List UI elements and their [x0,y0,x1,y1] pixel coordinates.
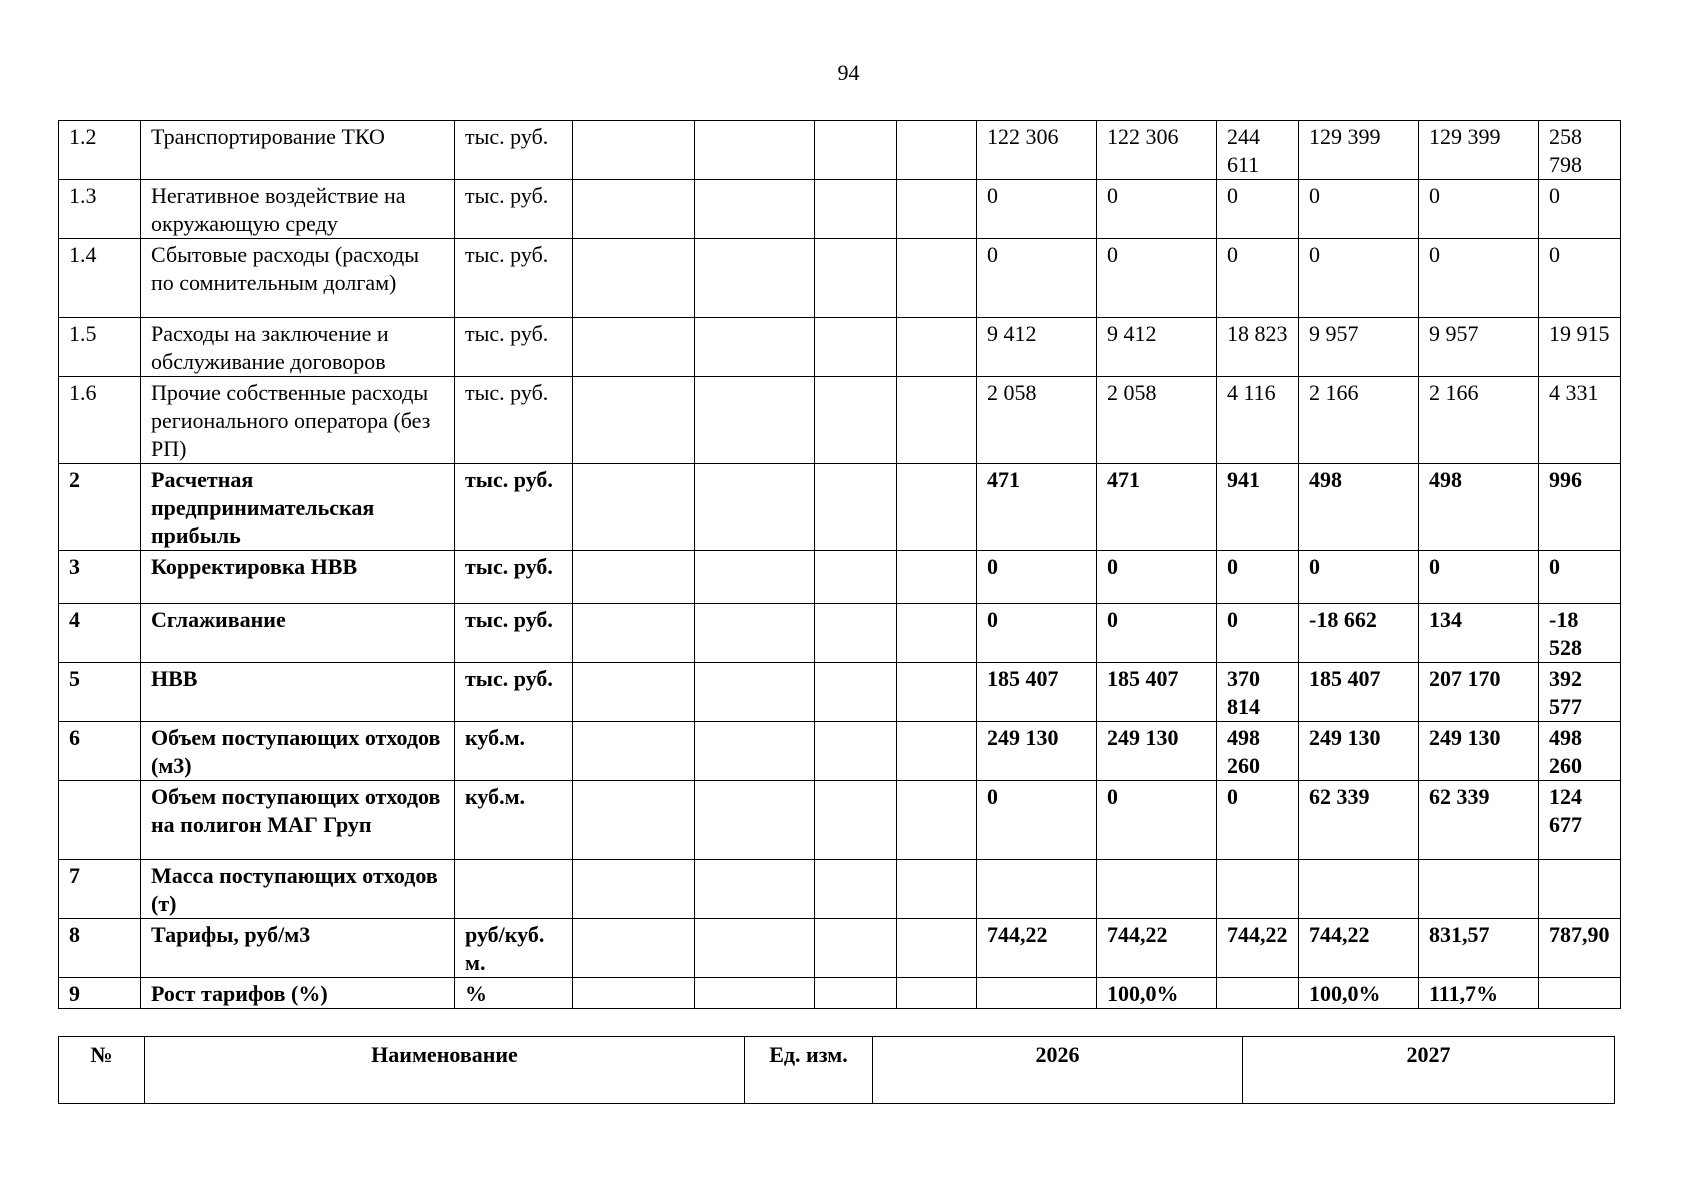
table-row [59,781,1621,860]
table-row [59,239,1621,318]
value-cell: 370 814 [1217,663,1299,722]
value-cell: 249 130 [1097,722,1217,781]
value-cell: 249 130 [1419,722,1539,781]
value-cell: 244 611 [1217,121,1299,180]
value-cell: 0 [1217,239,1299,318]
header-year-2026: 2026 [873,1037,1243,1104]
value-cell [573,551,695,604]
row-unit: куб.м. [455,781,573,860]
header-row [59,1037,1615,1104]
value-cell [897,860,977,919]
table-row [59,860,1621,919]
row-number [59,781,141,860]
table-row [59,121,1621,180]
value-cell [695,464,815,551]
row-unit: тыс. руб. [455,180,573,239]
row-number: 8 [59,919,141,978]
value-cell: 2 166 [1299,377,1419,464]
value-cell: 62 339 [1419,781,1539,860]
value-cell: 129 399 [1419,121,1539,180]
row-unit: тыс. руб. [455,318,573,377]
row-number: 1.6 [59,377,141,464]
value-cell [897,604,977,663]
header-year-2027: 2027 [1243,1037,1615,1104]
value-cell [897,551,977,604]
row-name: Сбытовые расходы (расходы по сомнительным долгам) [141,239,455,318]
row-number: 9 [59,978,141,1009]
value-cell [1539,860,1621,919]
value-cell [897,722,977,781]
value-cell [897,919,977,978]
row-name: Транспортирование ТКО [141,121,455,180]
value-cell: 0 [1539,180,1621,239]
value-cell: 0 [1419,551,1539,604]
value-cell [897,978,977,1009]
value-cell [573,663,695,722]
value-cell: 9 957 [1419,318,1539,377]
value-cell: 498 [1419,464,1539,551]
value-cell [695,919,815,978]
value-cell: 0 [977,551,1097,604]
value-cell [897,663,977,722]
value-cell: 471 [977,464,1097,551]
value-cell: 0 [977,239,1097,318]
value-cell: 4 331 [1539,377,1621,464]
value-cell: 392 577 [1539,663,1621,722]
table-row [59,377,1621,464]
row-number: 7 [59,860,141,919]
row-name: Прочие собственные расходы регионального оператора (без РП) [141,377,455,464]
value-cell: 0 [1217,180,1299,239]
row-name: Масса поступающих отходов (т) [141,860,455,919]
value-cell [977,978,1097,1009]
header-unit: Ед. изм. [745,1037,873,1104]
value-cell: 498 260 [1539,722,1621,781]
value-cell [897,121,977,180]
table-row [59,464,1621,551]
value-cell: 0 [977,604,1097,663]
value-cell: 498 [1299,464,1419,551]
value-cell [897,239,977,318]
value-cell [573,377,695,464]
page-number: 94 [837,60,860,85]
value-cell: 0 [1539,551,1621,604]
value-cell: 185 407 [1299,663,1419,722]
value-cell: 9 412 [1097,318,1217,377]
value-cell [815,919,897,978]
value-cell [695,722,815,781]
value-cell: 0 [1299,180,1419,239]
value-cell: 0 [1299,551,1419,604]
value-cell [1299,860,1419,919]
value-cell [815,860,897,919]
value-cell: -18 528 [1539,604,1621,663]
value-cell: 0 [1419,180,1539,239]
value-cell: 996 [1539,464,1621,551]
value-cell: 0 [1217,551,1299,604]
row-number: 1.2 [59,121,141,180]
row-unit: руб/куб. м. [455,919,573,978]
value-cell: 0 [1097,180,1217,239]
row-unit: тыс. руб. [455,121,573,180]
value-cell [695,180,815,239]
row-name: НВВ [141,663,455,722]
row-unit: тыс. руб. [455,464,573,551]
value-cell: 0 [1097,604,1217,663]
value-cell: 0 [1539,239,1621,318]
value-cell: 4 116 [1217,377,1299,464]
tariff-table [58,120,1621,1009]
header-name: Наименование [145,1037,745,1104]
row-name: Рост тарифов (%) [141,978,455,1009]
value-cell: 100,0% [1299,978,1419,1009]
value-cell [897,377,977,464]
value-cell [1539,978,1621,1009]
value-cell: 62 339 [1299,781,1419,860]
value-cell [573,722,695,781]
row-name: Тарифы, руб/м3 [141,919,455,978]
row-name: Негативное воздействие на окружающую среду [141,180,455,239]
value-cell [573,604,695,663]
value-cell: 134 [1419,604,1539,663]
value-cell: 100,0% [1097,978,1217,1009]
row-name: Объем поступающих отходов (м3) [141,722,455,781]
value-cell [815,121,897,180]
value-cell: 0 [1097,239,1217,318]
value-cell [695,860,815,919]
value-cell [695,604,815,663]
value-cell: 111,7% [1419,978,1539,1009]
value-cell [815,604,897,663]
value-cell: 185 407 [1097,663,1217,722]
value-cell: 0 [977,781,1097,860]
value-cell: 831,57 [1419,919,1539,978]
table-row [59,604,1621,663]
value-cell [695,781,815,860]
value-cell: 0 [1299,239,1419,318]
value-cell: 744,22 [977,919,1097,978]
value-cell: 2 058 [977,377,1097,464]
value-cell [815,377,897,464]
value-cell: 941 [1217,464,1299,551]
table-row [59,663,1621,722]
row-number: 5 [59,663,141,722]
value-cell: 129 399 [1299,121,1419,180]
value-cell [573,464,695,551]
value-cell [573,860,695,919]
value-cell [1097,860,1217,919]
value-cell [815,239,897,318]
row-unit: тыс. руб. [455,551,573,604]
value-cell [897,464,977,551]
row-unit: % [455,978,573,1009]
row-number: 1.5 [59,318,141,377]
table-row [59,318,1621,377]
value-cell [977,860,1097,919]
row-number: 4 [59,604,141,663]
row-unit: тыс. руб. [455,377,573,464]
row-number: 1.4 [59,239,141,318]
value-cell: 744,22 [1097,919,1217,978]
row-number: 6 [59,722,141,781]
value-cell: 0 [1419,239,1539,318]
row-name: Расходы на заключение и обслуживание договоров [141,318,455,377]
value-cell: 471 [1097,464,1217,551]
value-cell [1217,860,1299,919]
value-cell [897,781,977,860]
row-unit [455,860,573,919]
value-cell: 207 170 [1419,663,1539,722]
table-row [59,919,1621,978]
header-num: № [59,1037,145,1104]
value-cell: 18 823 [1217,318,1299,377]
row-name: Расчетная предпринимательская прибыль [141,464,455,551]
value-cell: 249 130 [1299,722,1419,781]
value-cell: 744,22 [1299,919,1419,978]
value-cell [573,978,695,1009]
value-cell [695,663,815,722]
value-cell: 0 [1097,781,1217,860]
row-number: 2 [59,464,141,551]
value-cell: 2 058 [1097,377,1217,464]
value-cell [695,377,815,464]
value-cell [695,978,815,1009]
value-cell: 0 [977,180,1097,239]
value-cell [695,551,815,604]
value-cell: 787,90 [1539,919,1621,978]
value-cell: 744,22 [1217,919,1299,978]
value-cell: 19 915 [1539,318,1621,377]
value-cell: 122 306 [1097,121,1217,180]
row-number: 3 [59,551,141,604]
value-cell [897,318,977,377]
table-row [59,978,1621,1009]
table-row [59,722,1621,781]
row-number: 1.3 [59,180,141,239]
value-cell [815,180,897,239]
value-cell [573,121,695,180]
row-unit: тыс. руб. [455,663,573,722]
value-cell [695,239,815,318]
value-cell: 0 [1217,604,1299,663]
row-unit: тыс. руб. [455,604,573,663]
value-cell: 9 957 [1299,318,1419,377]
value-cell [815,722,897,781]
value-cell [573,239,695,318]
value-cell: 249 130 [977,722,1097,781]
value-cell [573,318,695,377]
value-cell: -18 662 [1299,604,1419,663]
table-row [59,551,1621,604]
value-cell: 9 412 [977,318,1097,377]
value-cell [1419,860,1539,919]
value-cell [573,180,695,239]
value-cell [815,781,897,860]
value-cell: 2 166 [1419,377,1539,464]
next-table-header [58,1036,1615,1104]
value-cell [897,180,977,239]
row-unit: куб.м. [455,722,573,781]
row-unit: тыс. руб. [455,239,573,318]
value-cell: 0 [1217,781,1299,860]
value-cell [573,781,695,860]
table-row [59,180,1621,239]
value-cell [1217,978,1299,1009]
row-name: Корректировка НВВ [141,551,455,604]
value-cell [815,464,897,551]
value-cell [815,978,897,1009]
value-cell: 498 260 [1217,722,1299,781]
row-name: Объем поступающих отходов на полигон МАГ Груп [141,781,455,860]
row-name: Сглаживание [141,604,455,663]
value-cell: 0 [1097,551,1217,604]
value-cell [815,318,897,377]
value-cell [695,318,815,377]
value-cell: 124 677 [1539,781,1621,860]
value-cell: 258 798 [1539,121,1621,180]
value-cell [815,551,897,604]
value-cell [815,663,897,722]
value-cell: 122 306 [977,121,1097,180]
value-cell [573,919,695,978]
value-cell [695,121,815,180]
value-cell: 185 407 [977,663,1097,722]
